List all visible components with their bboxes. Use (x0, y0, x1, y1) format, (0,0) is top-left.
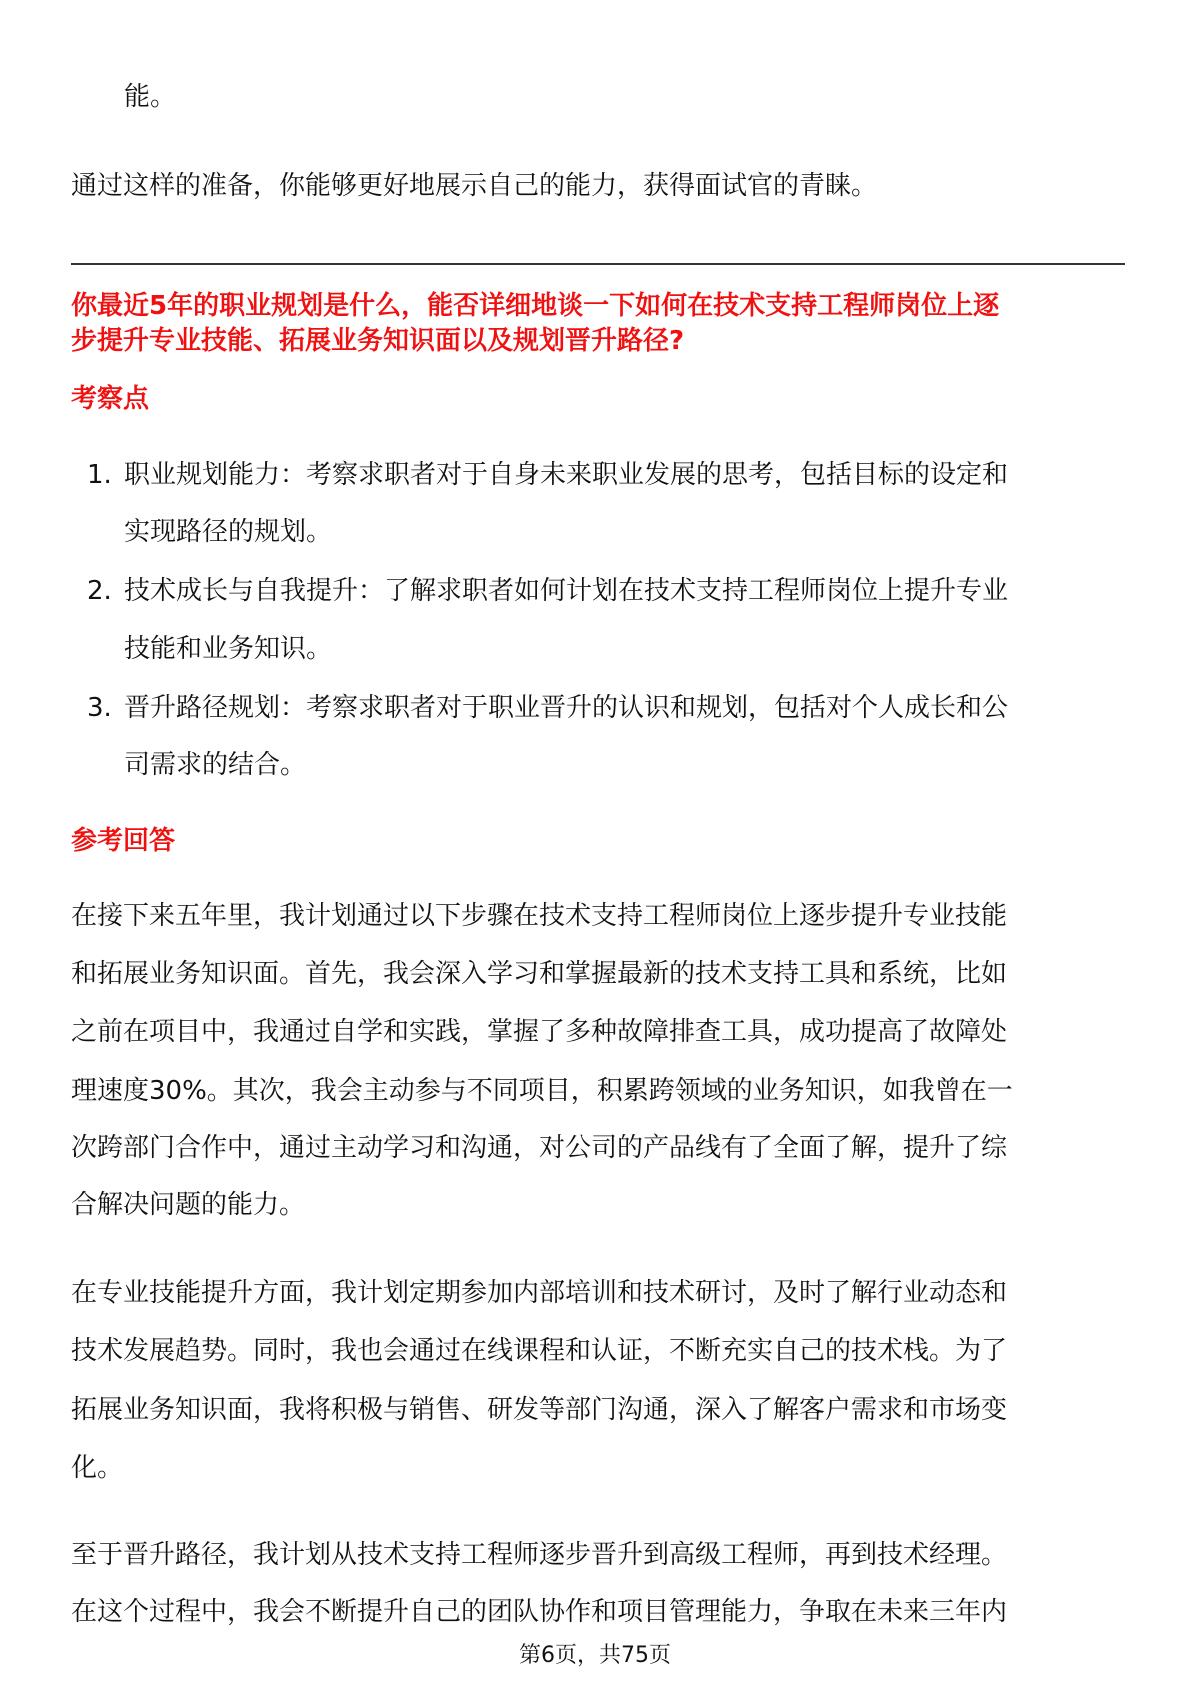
page-footer: 第6页，共75页 (519, 1643, 671, 1668)
intro-tail: 能。 (124, 82, 177, 112)
intro-closing: 通过这样的准备，你能够更好地展示自己的能力，获得面试官的青睐。 (71, 171, 878, 201)
points-heading: 考察点 (71, 384, 150, 414)
section-divider (71, 263, 1125, 265)
answer-heading: 参考回答 (71, 826, 176, 856)
